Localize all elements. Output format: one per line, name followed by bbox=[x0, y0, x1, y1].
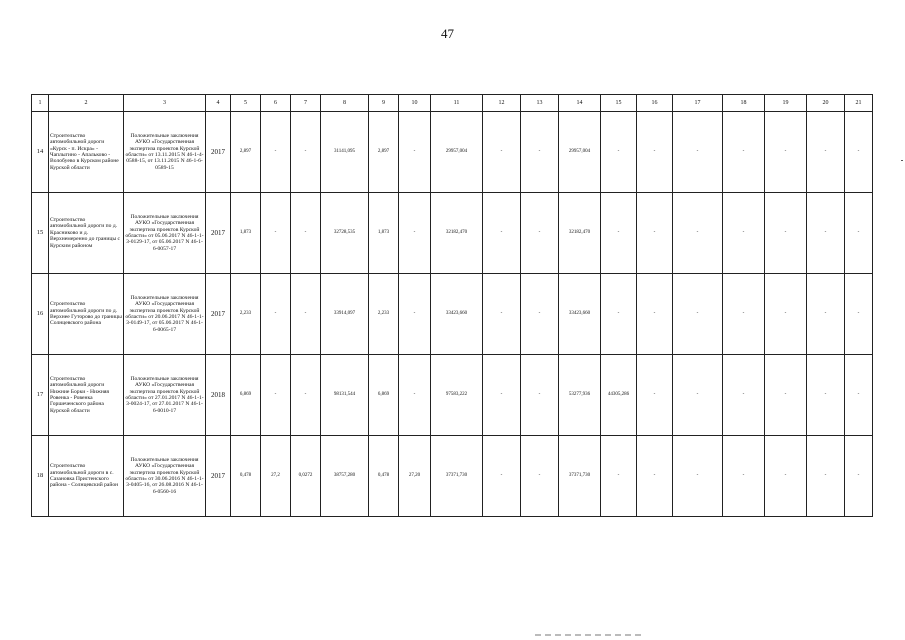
expertise-conclusion: Положительные заключения АУКО «Государственная экспертиза проектов Курской области» от 30.06.2016 N 46-1-1-3-0405-16, от 26.08.2016 N 46-1-6-0560-16 bbox=[124, 436, 206, 517]
table-cell: - bbox=[601, 436, 637, 517]
table-cell: - bbox=[601, 274, 637, 355]
col-number: 8 bbox=[321, 95, 369, 112]
table-cell: 2,233 bbox=[231, 274, 261, 355]
col-number: 10 bbox=[399, 95, 431, 112]
table-cell: 33423,660 bbox=[559, 274, 601, 355]
table-cell: - bbox=[483, 355, 521, 436]
col-number: 19 bbox=[765, 95, 807, 112]
year-cell: 2017 bbox=[206, 274, 231, 355]
table-cell: 2,897 bbox=[231, 112, 261, 193]
row-number: 16 bbox=[32, 274, 49, 355]
row-number: 15 bbox=[32, 193, 49, 274]
table-cell: - bbox=[483, 274, 521, 355]
table-cell: - bbox=[291, 274, 321, 355]
table-cell: - bbox=[845, 355, 873, 436]
col-number: 5 bbox=[231, 95, 261, 112]
table-cell: - bbox=[673, 193, 723, 274]
col-number: 11 bbox=[431, 95, 483, 112]
table-cell: 32728,535 bbox=[321, 193, 369, 274]
table-cell: 1,873 bbox=[231, 193, 261, 274]
table-cell: - bbox=[673, 274, 723, 355]
table-cell: - bbox=[399, 355, 431, 436]
table-cell: - bbox=[807, 193, 845, 274]
table-cell: - bbox=[765, 274, 807, 355]
table-cell: 2,233 bbox=[369, 274, 399, 355]
table-cell: 6,869 bbox=[369, 355, 399, 436]
table-cell: - bbox=[521, 112, 559, 193]
table-cell: - bbox=[723, 193, 765, 274]
table-cell: - bbox=[723, 355, 765, 436]
col-number: 13 bbox=[521, 95, 559, 112]
table-cell: - bbox=[765, 193, 807, 274]
table-cell: - bbox=[483, 193, 521, 274]
table-row bbox=[32, 193, 873, 274]
page-number: 47 bbox=[441, 26, 454, 41]
table-cell: 32182,470 bbox=[559, 193, 601, 274]
table-cell: - bbox=[601, 112, 637, 193]
column-number-row bbox=[32, 95, 873, 112]
table-cell: - bbox=[765, 436, 807, 517]
table-cell: 1,873 bbox=[369, 193, 399, 274]
table-cell: 29957,004 bbox=[559, 112, 601, 193]
table-cell: - bbox=[521, 274, 559, 355]
table-cell: 33423,660 bbox=[431, 274, 483, 355]
table-cell: 0,478 bbox=[369, 436, 399, 517]
table-cell: - bbox=[637, 274, 673, 355]
table-cell: 32182,470 bbox=[431, 193, 483, 274]
table-cell: - bbox=[483, 112, 521, 193]
table-cell: - bbox=[845, 112, 873, 193]
table-cell: - bbox=[637, 112, 673, 193]
table-cell: - bbox=[291, 112, 321, 193]
table-cell: - bbox=[261, 193, 291, 274]
table-cell: 27,2 bbox=[261, 436, 291, 517]
expertise-conclusion: Положительные заключения АУКО «Государственная экспертиза проектов Курской области» от 05.06.2017 N 46-1-1-3-0129-17, от 05.06.2017 N 46-1-6-0057-17 bbox=[124, 193, 206, 274]
col-number: 3 bbox=[124, 95, 206, 112]
col-number: 9 bbox=[369, 95, 399, 112]
object-name: Строительство автомобильной дороги по д. Красниково и д. Верхнемеренно до границы с Курским районом bbox=[49, 193, 124, 274]
object-name: Строительство автомобильной дороги по д. Верхнее Гуторово до границы Солнцевского района bbox=[49, 274, 124, 355]
table-cell: - bbox=[291, 193, 321, 274]
object-name: Строительство автомобильной дороги в с. Сазановка Пристенского района - Солнцевский район bbox=[49, 436, 124, 517]
col-number: 12 bbox=[483, 95, 521, 112]
row-number: 17 bbox=[32, 355, 49, 436]
table-cell: - bbox=[637, 193, 673, 274]
table-cell: - bbox=[765, 112, 807, 193]
col-number: 14 bbox=[559, 95, 601, 112]
table-cell: - bbox=[673, 112, 723, 193]
table-cell: - bbox=[637, 355, 673, 436]
table-cell: 0,0272 bbox=[291, 436, 321, 517]
table-cell: - bbox=[845, 274, 873, 355]
table-cell: - bbox=[723, 274, 765, 355]
table-cell: - bbox=[261, 274, 291, 355]
col-number: 7 bbox=[291, 95, 321, 112]
margin-tick bbox=[901, 160, 903, 161]
col-number: 16 bbox=[637, 95, 673, 112]
table-cell: 44305,286 bbox=[601, 355, 637, 436]
table-cell: 33914,097 bbox=[321, 274, 369, 355]
table-cell: - bbox=[261, 112, 291, 193]
table-cell: - bbox=[261, 355, 291, 436]
col-number: 6 bbox=[261, 95, 291, 112]
table-cell: 2,897 bbox=[369, 112, 399, 193]
expertise-conclusion: Положительные заключения АУКО «Государственная экспертиза проектов Курской области» от 27.01.2017 N 46-1-1-3-0024-17, от 27.01.2017 N 46-1-6-0010-17 bbox=[124, 355, 206, 436]
object-name: Строительство автомобильной дороги Нижние Борки - Нижняя Ровенка - Ровенка Горшеченского района Курской области bbox=[49, 355, 124, 436]
table-cell: - bbox=[483, 436, 521, 517]
table-cell: 53277,936 bbox=[559, 355, 601, 436]
year-cell: 2017 bbox=[206, 436, 231, 517]
table-cell: - bbox=[399, 193, 431, 274]
col-number: 4 bbox=[206, 95, 231, 112]
table-cell: - bbox=[845, 436, 873, 517]
table-cell: - bbox=[807, 274, 845, 355]
year-cell: 2018 bbox=[206, 355, 231, 436]
table-cell: - bbox=[521, 193, 559, 274]
table-row bbox=[32, 274, 873, 355]
table-cell: - bbox=[601, 193, 637, 274]
data-table bbox=[31, 94, 873, 517]
table-cell: - bbox=[807, 355, 845, 436]
col-number: 18 bbox=[723, 95, 765, 112]
table-cell: - bbox=[807, 112, 845, 193]
table-cell: 27,20 bbox=[399, 436, 431, 517]
col-number: 17 bbox=[673, 95, 723, 112]
table-cell: - bbox=[521, 355, 559, 436]
table-cell: - bbox=[673, 436, 723, 517]
table-cell: - bbox=[845, 193, 873, 274]
expertise-conclusion: Положительные заключения АУКО «Государственная экспертиза проектов Курской области» от 13.11.2015 N 46-1-4-0588-15, от 13.11.2015 N 46-1-6-0589-15 bbox=[124, 112, 206, 193]
table-cell: 38757,280 bbox=[321, 436, 369, 517]
col-number: 21 bbox=[845, 95, 873, 112]
table-cell: - bbox=[765, 355, 807, 436]
col-number: 20 bbox=[807, 95, 845, 112]
row-number: 14 bbox=[32, 112, 49, 193]
table-cell: - bbox=[399, 274, 431, 355]
col-number: 15 bbox=[601, 95, 637, 112]
table-cell: 37371,730 bbox=[559, 436, 601, 517]
object-name: Строительство автомобильной дороги «Курск - п. Искра» - Чаплыгино - Апальково - Волобуево в Курском районе Курской области bbox=[49, 112, 124, 193]
year-cell: 2017 bbox=[206, 193, 231, 274]
year-cell: 2017 bbox=[206, 112, 231, 193]
col-number: 1 bbox=[32, 95, 49, 112]
scan-artifact bbox=[535, 634, 645, 636]
table-cell: - bbox=[807, 436, 845, 517]
table-row bbox=[32, 436, 873, 517]
table-row bbox=[32, 355, 873, 436]
row-number: 18 bbox=[32, 436, 49, 517]
table-cell: 98131,544 bbox=[321, 355, 369, 436]
col-number: 2 bbox=[49, 95, 124, 112]
table-cell: 29957,004 bbox=[431, 112, 483, 193]
table-cell: 97583,222 bbox=[431, 355, 483, 436]
table-cell: - bbox=[521, 436, 559, 517]
table-cell: - bbox=[673, 355, 723, 436]
table-cell: - bbox=[723, 436, 765, 517]
table-cell: - bbox=[291, 355, 321, 436]
table-cell: 37371,730 bbox=[431, 436, 483, 517]
table-row bbox=[32, 112, 873, 193]
table-cell: 0,478 bbox=[231, 436, 261, 517]
expertise-conclusion: Положительные заключения АУКО «Государственная экспертиза проектов Курской области» от 20.06.2017 N 46-1-1-3-0149-17, от 05.06.2017 N 46-1-6-0065-17 bbox=[124, 274, 206, 355]
table-cell: - bbox=[399, 112, 431, 193]
table-cell: 6,869 bbox=[231, 355, 261, 436]
table-cell: 31141,095 bbox=[321, 112, 369, 193]
table-cell: - bbox=[637, 436, 673, 517]
table-cell: - bbox=[723, 112, 765, 193]
